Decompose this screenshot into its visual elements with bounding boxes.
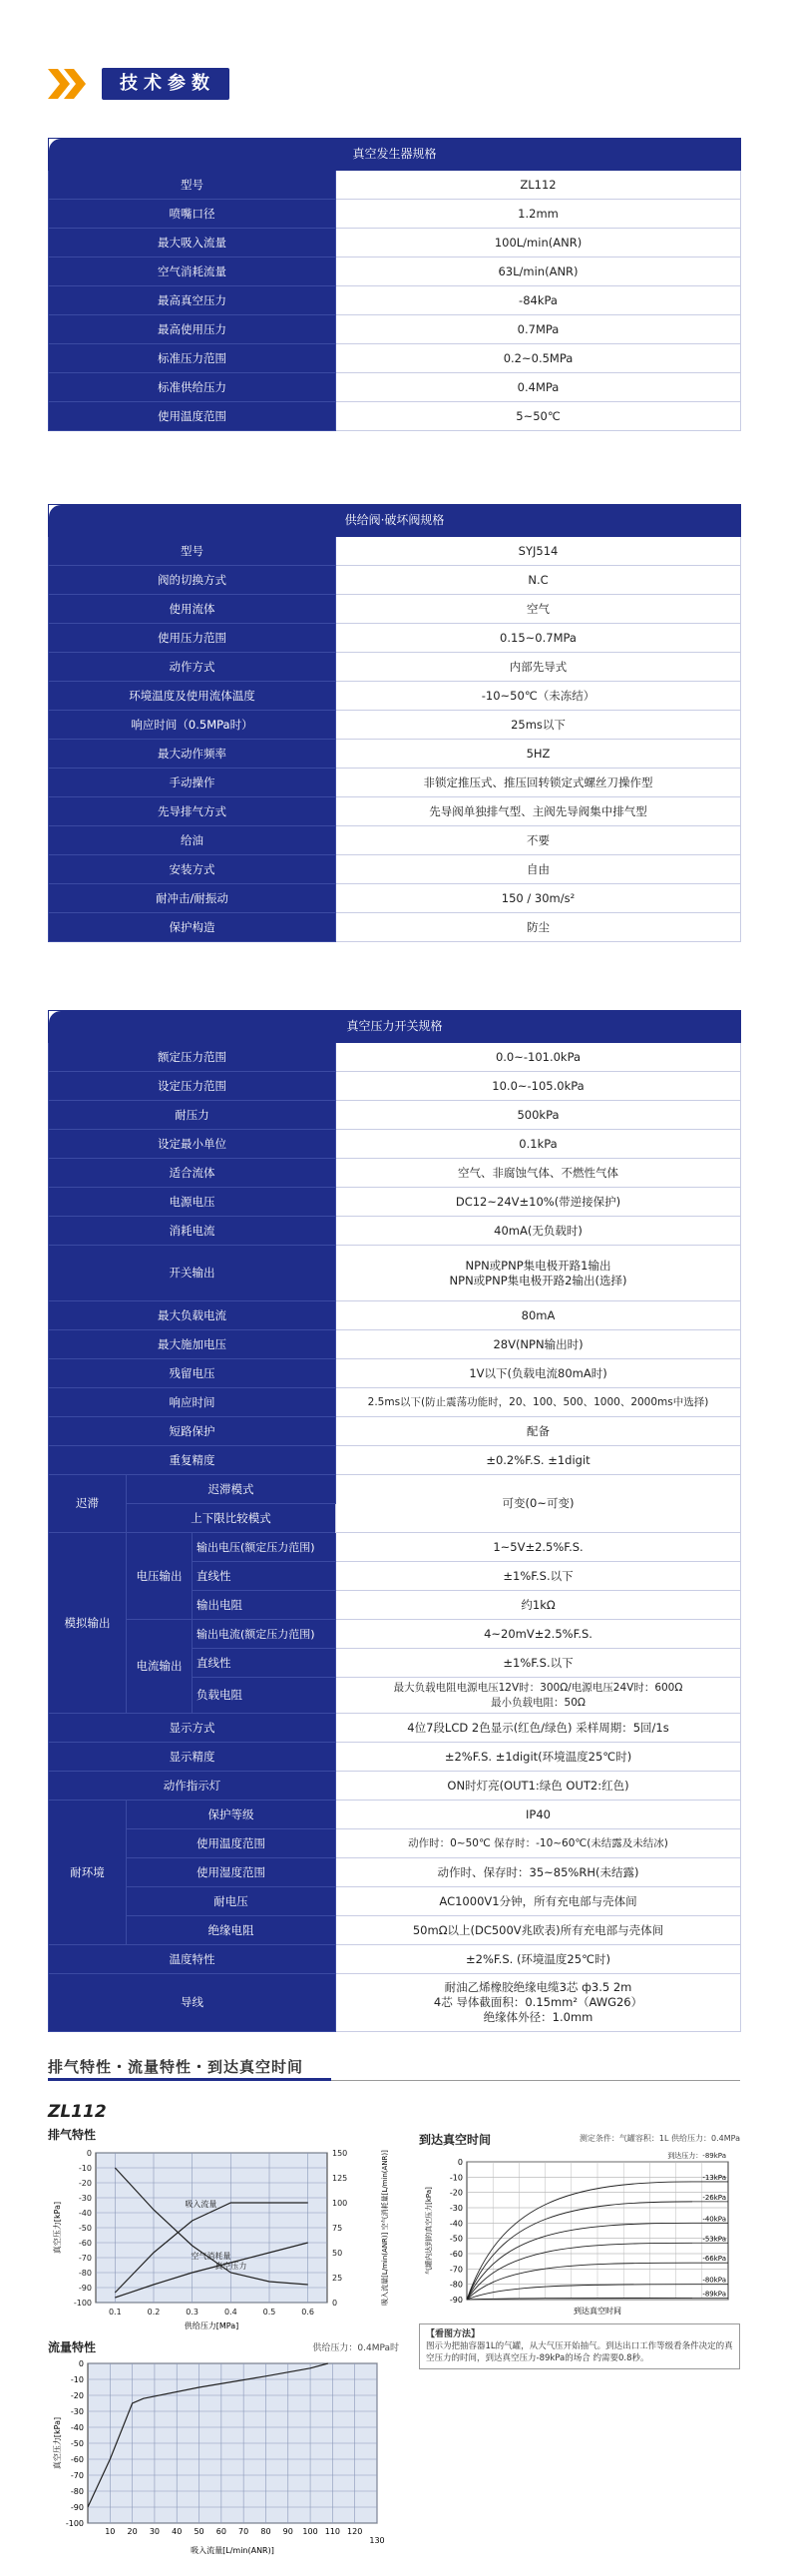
chart-sublabel: 到达压力：-89kPa <box>667 2152 726 2160</box>
table-row: 响应时间 2.5ms以下(防止震荡功能时，20、100、500、1000、2000ms中选择) <box>49 1388 741 1417</box>
table-row: 显示方式 4位7段LCD 2色显示(红色/绿色) 采样周期：5回/1s <box>49 1714 741 1743</box>
vacuum-time-chart-panel <box>419 2131 740 2331</box>
row-value: 内部先导式 <box>336 653 741 682</box>
y-tick-label: -60 <box>449 2250 463 2259</box>
row-value: 不要 <box>336 826 741 855</box>
x-tick-label: 60 <box>215 2527 226 2536</box>
row-value: 5HZ <box>336 740 741 769</box>
x-axis-label: 供给压力[MPa] <box>184 2321 239 2330</box>
table-row: 适合流体 空气、非腐蚀气体、不燃性气体 <box>49 1159 741 1188</box>
table-row: 设定最小单位 0.1kPa <box>49 1130 741 1159</box>
row-value: 150 / 30m/s² <box>336 884 741 913</box>
x-tick-label: 10 <box>105 2527 116 2536</box>
exhaust-chart <box>48 2143 399 2332</box>
row-value: SYJ514 <box>336 537 741 566</box>
divider-accent <box>48 2078 331 2081</box>
y-tick-label: -90 <box>70 2503 84 2512</box>
x-tick-label: 20 <box>127 2527 138 2536</box>
y-tick-label: -100 <box>65 2519 84 2528</box>
row-label: 最大动作频率 <box>49 740 336 769</box>
y-tick-label: -50 <box>449 2234 463 2244</box>
table-row <box>49 797 741 826</box>
table-row: 电流输出 输出电流(额定压力范围) 4~20mV±2.5%F.S. <box>49 1620 741 1649</box>
row-label: 环境温度及使用流体温度 <box>49 682 336 711</box>
y-tick-label: -10 <box>70 2375 84 2384</box>
y-axis-label: 气罐内达到的真空压力[kPa] <box>425 2187 433 2275</box>
table-row <box>49 200 741 229</box>
row-label: 安装方式 <box>49 855 336 884</box>
table-row: 使用湿度范围 动作时、保存时：35~85%RH(未结露) <box>49 1858 741 1887</box>
y2-tick-label: 75 <box>332 2224 343 2233</box>
table-row: 温度特性 ±2%F.S. (环境温度25℃时) <box>49 1945 741 1974</box>
y-axis-label: 真空压力[kPa] <box>53 2416 62 2470</box>
y-tick-label: -20 <box>449 2188 463 2198</box>
x-axis-label: 吸入流量[L/min(ANR)] <box>191 2546 274 2555</box>
x-tick-label: 110 <box>324 2527 341 2536</box>
table-row <box>49 402 741 431</box>
x-tick-label: 0.2 <box>147 2308 161 2317</box>
row-label: 动作方式 <box>49 653 336 682</box>
y-tick-label: -30 <box>70 2407 84 2416</box>
y-tick-label: -40 <box>78 2209 92 2218</box>
row-label: 标准压力范围 <box>49 344 336 373</box>
table-row: 直线性 ±1%F.S.以下 <box>49 1649 741 1678</box>
level-label: -53kPa <box>702 2235 726 2244</box>
table-row: 绝缘电阻 50mΩ以上(DC500V兆欧表)所有充电部与壳体间 <box>49 1916 741 1945</box>
row-label: 使用流体 <box>49 595 336 624</box>
x-tick-label: 120 <box>347 2527 363 2536</box>
y-tick-label: -10 <box>78 2164 92 2173</box>
row-value: -10~50℃（未冻结） <box>336 682 741 711</box>
table-row: 设定压力范围 10.0~-105.0kPa <box>49 1072 741 1101</box>
row-value: 100L/min(ANR) <box>336 229 741 258</box>
table-row <box>49 315 741 344</box>
table-row <box>49 769 741 797</box>
table-row: 耐电压 AC1000V1分钟，所有充电部与壳体间 <box>49 1887 741 1916</box>
row-value: 25ms以下 <box>336 711 741 740</box>
table-row: 模拟输出 电压输出 输出电压(额定压力范围) 1~5V±2.5%F.S. <box>49 1533 741 1562</box>
row-value: 防尘 <box>336 913 741 942</box>
row-value: 0.15~0.7MPa <box>336 624 741 653</box>
table-row: 显示精度 ±2%F.S. ±1digit(环境温度25℃时) <box>49 1743 741 1772</box>
row-value: -84kPa <box>336 286 741 315</box>
series-label: 空气消耗量 <box>191 2252 231 2261</box>
table-row: 上下限比较模式 <box>49 1504 741 1533</box>
y-tick-label: -70 <box>78 2254 92 2263</box>
row-label: 先导排气方式 <box>49 797 336 826</box>
row-value: 自由 <box>336 855 741 884</box>
table-row: 残留电压 1V以下(负载电流80mA时) <box>49 1359 741 1388</box>
table-row: 开关输出 NPN或PNP集电极开路1输出 NPN或PNP集电极开路2输出(选择) <box>49 1246 741 1301</box>
row-label: 响应时间（0.5MPa时） <box>49 711 336 740</box>
y2-axis-label: 吸入流量[L/min(ANR)] 空气消耗量[L/min(ANR)] <box>381 2150 389 2306</box>
table-row: 最大施加电压 28V(NPN输出时) <box>49 1330 741 1359</box>
y-tick-label: -70 <box>449 2265 463 2275</box>
y-tick-label: -50 <box>70 2439 84 2448</box>
table-row: 耐压力 500kPa <box>49 1101 741 1130</box>
table-row: 使用温度范围 动作时：0~50℃ 保存时：-10~60℃(未结露及未结冰) <box>49 1829 741 1858</box>
y2-tick-label: 25 <box>332 2274 343 2283</box>
reading-note: 【看图方法】 图示为把抽容器1L的气罐，从大气压开始抽气。到达出口工作等级看条件决定的真空压力的时间，到达真空压力-89kPa的场合 约需要0.8秒。 <box>419 2323 740 2369</box>
series-label: 吸入流量 <box>185 2200 217 2209</box>
row-label: 使用温度范围 <box>49 402 336 431</box>
row-value: 5~50℃ <box>336 402 741 431</box>
level-label: -40kPa <box>702 2215 726 2224</box>
exhaust-chart-panel <box>48 2126 399 2336</box>
y-tick-label: -80 <box>449 2280 463 2290</box>
table-row: 重复精度 ±0.2%F.S. ±1digit <box>49 1446 741 1475</box>
y-tick-label: -40 <box>70 2423 84 2432</box>
y-tick-label: -80 <box>70 2487 84 2496</box>
row-label: 型号 <box>49 537 336 566</box>
x-tick-label: 50 <box>194 2527 204 2536</box>
y-tick-label: 0 <box>86 2149 92 2158</box>
chart-subtitle: 测定条件：气罐容积：1L 供给压力：0.4MPa <box>579 2134 740 2143</box>
level-label: -89kPa <box>702 2290 726 2299</box>
table-row: 导线 耐油乙烯橡胶绝缘电缆3芯 ф3.5 2m 4芯 导体截面积：0.15mm²（AWG26） 绝缘体外径：1.0mm <box>49 1974 741 2032</box>
section-title: 技术参数 <box>102 68 229 100</box>
chart-title: 流量特性 <box>48 2340 97 2354</box>
vacuum-time-chart <box>419 2148 740 2327</box>
y2-tick-label: 0 <box>332 2299 338 2308</box>
y-tick-label: -100 <box>73 2299 92 2308</box>
row-value: 0.4MPa <box>336 373 741 402</box>
y-tick-label: -60 <box>78 2239 92 2248</box>
y-tick-label: 0 <box>457 2158 463 2167</box>
y2-tick-label: 150 <box>332 2149 348 2158</box>
y-tick-label: -60 <box>70 2455 84 2464</box>
table-row <box>49 855 741 884</box>
row-label: 使用压力范围 <box>49 624 336 653</box>
vacuum-generator-spec-table <box>48 138 741 431</box>
x-tick-label: 30 <box>149 2527 161 2536</box>
table-row: 输出电阻 约1kΩ <box>49 1591 741 1620</box>
table-row <box>49 537 741 566</box>
table-row <box>49 913 741 942</box>
table-row <box>49 884 741 913</box>
x-tick-label: 0.5 <box>262 2308 276 2317</box>
table-row: 负载电阻 最大负载电阻电源电压12V时：300Ω/电源电压24V时：600Ω 最小负载电阻：50Ω <box>49 1678 741 1714</box>
pressure-switch-spec-table <box>48 1010 741 2032</box>
y-tick-label: -90 <box>449 2296 463 2305</box>
x-tick-label: 100 <box>302 2527 318 2536</box>
section-subtitle: 排气特性・流量特性・到达真空时间 <box>48 2058 304 2076</box>
y-tick-label: -30 <box>449 2204 463 2213</box>
flow-chart <box>48 2355 399 2565</box>
row-value: 1.2mm <box>336 200 741 229</box>
level-label: -80kPa <box>702 2276 726 2285</box>
characteristics-section <box>48 2056 740 2077</box>
row-label: 手动操作 <box>49 769 336 797</box>
row-label: 最高真空压力 <box>49 286 336 315</box>
row-label: 型号 <box>49 171 336 200</box>
table-row: 直线性 ±1%F.S.以下 <box>49 1562 741 1591</box>
chart-title: 到达真空时间 <box>419 2133 492 2147</box>
y-tick-label: -10 <box>449 2173 463 2183</box>
y2-tick-label: 100 <box>332 2199 348 2208</box>
table-row <box>49 711 741 740</box>
valve-spec-table <box>48 504 741 942</box>
chart-title: 排气特性 <box>48 2128 97 2142</box>
table-row <box>49 624 741 653</box>
y-tick-label: -50 <box>78 2224 92 2233</box>
y-tick-label: -20 <box>70 2391 84 2400</box>
x-tick-label: 80 <box>260 2527 271 2536</box>
x-tick-label: 0.6 <box>301 2308 315 2317</box>
y-tick-label: 0 <box>78 2359 84 2368</box>
x-tick-label: 0.3 <box>186 2308 199 2317</box>
y-tick-label: -40 <box>449 2219 463 2229</box>
y2-tick-label: 125 <box>332 2174 348 2183</box>
x-tick-label: 90 <box>282 2527 293 2536</box>
table-row <box>49 682 741 711</box>
y-tick-label: -90 <box>78 2284 92 2293</box>
row-label: 喷嘴口径 <box>49 200 336 229</box>
row-value: 0.2~0.5MPa <box>336 344 741 373</box>
section-header <box>48 66 229 102</box>
row-label: 阀的切换方式 <box>49 566 336 595</box>
row-value: 63L/min(ANR) <box>336 258 741 286</box>
row-value: 先导阀单独排气型、主阀先导阀集中排气型 <box>336 797 741 826</box>
row-label: 最高使用压力 <box>49 315 336 344</box>
x-tick-label: 0.4 <box>223 2308 237 2317</box>
table-caption: 供给阀·破坏阀规格 <box>49 505 741 537</box>
table-row: 动作指示灯 ON时灯亮(OUT1:绿色 OUT2:红色) <box>49 1772 741 1801</box>
double-chevron-icon <box>48 69 94 99</box>
table-row: 电源电压 DC12~24V±10%(带逆接保护) <box>49 1188 741 1217</box>
y-axis-label: 真空压力[kPa] <box>53 2201 62 2255</box>
table-row <box>49 653 741 682</box>
table-row: 短路保护 配备 <box>49 1417 741 1446</box>
x-tick-label: 70 <box>238 2527 249 2536</box>
y-tick-label: -70 <box>70 2471 84 2480</box>
table-caption: 真空发生器规格 <box>49 139 741 171</box>
row-label: 保护构造 <box>49 913 336 942</box>
row-value: 0.7MPa <box>336 315 741 344</box>
table-row: 额定压力范围 0.0~-101.0kPa <box>49 1043 741 1072</box>
level-label: -13kPa <box>702 2173 726 2182</box>
table-row: 消耗电流 40mA(无负载时) <box>49 1217 741 1246</box>
row-value: 非锁定推压式、推压回转锁定式螺丝刀操作型 <box>336 769 741 797</box>
row-label: 耐冲击/耐振动 <box>49 884 336 913</box>
level-label: -66kPa <box>702 2255 726 2264</box>
table-row <box>49 286 741 315</box>
table-row <box>49 171 741 200</box>
chart-subtitle: 供给压力：0.4MPa时 <box>312 2343 399 2353</box>
table-row <box>49 258 741 286</box>
x-tick-label: 0.1 <box>108 2308 122 2317</box>
row-label: 空气消耗流量 <box>49 258 336 286</box>
table-row <box>49 740 741 769</box>
table-row: 耐环境 保护等级 IP40 <box>49 1801 741 1829</box>
model-label: ZL112 <box>48 2102 107 2122</box>
table-row <box>49 826 741 855</box>
y-tick-label: -80 <box>78 2269 92 2278</box>
table-row <box>49 344 741 373</box>
x-tick-label: 40 <box>172 2527 183 2536</box>
row-value: 空气 <box>336 595 741 624</box>
table-row: 迟滞 迟滞模式 可变(0~可变) <box>49 1475 741 1504</box>
y-tick-label: -30 <box>78 2194 92 2203</box>
table-row <box>49 373 741 402</box>
x-axis-label: 到达真空时间 <box>574 2307 621 2316</box>
table-row <box>49 566 741 595</box>
y-tick-label: -20 <box>78 2179 92 2188</box>
flow-chart-panel <box>48 2338 399 2569</box>
row-value: ZL112 <box>336 171 741 200</box>
row-label: 给油 <box>49 826 336 855</box>
y2-tick-label: 50 <box>332 2249 343 2258</box>
table-caption: 真空压力开关规格 <box>49 1011 741 1043</box>
row-label: 最大吸入流量 <box>49 229 336 258</box>
table-row: 最大负载电流 80mA <box>49 1301 741 1330</box>
x-tick-label: 130 <box>369 2536 385 2545</box>
row-label: 标准供给压力 <box>49 373 336 402</box>
table-row <box>49 229 741 258</box>
series-label: 真空压力 <box>214 2262 247 2271</box>
row-value: N.C <box>336 566 741 595</box>
table-row <box>49 595 741 624</box>
level-label: -26kPa <box>702 2193 726 2202</box>
